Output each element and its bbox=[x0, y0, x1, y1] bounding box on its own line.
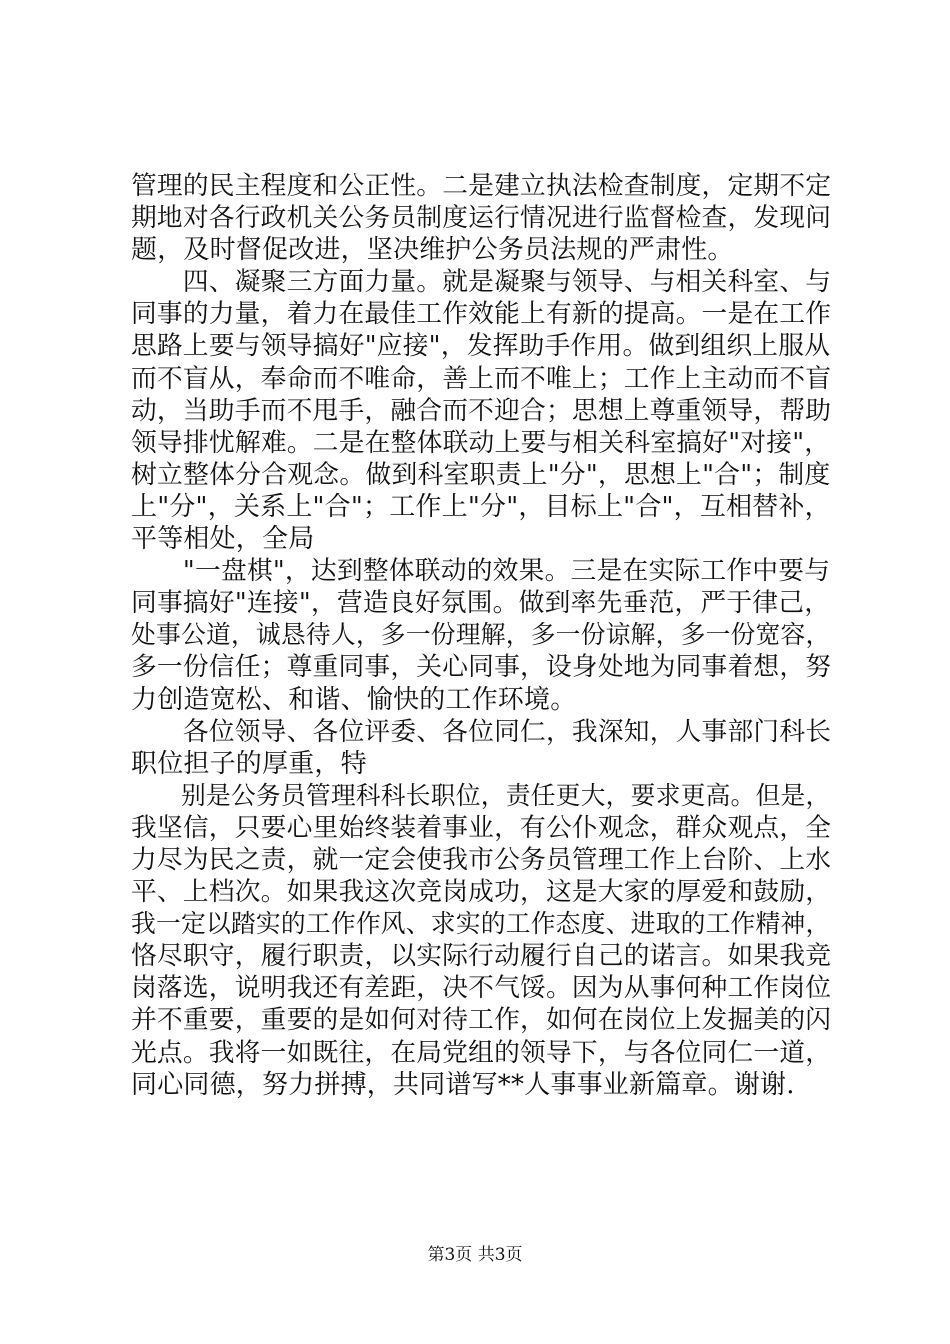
text-line: 多一份信任；尊重同事，关心同事，设身处地为同事着想，努 bbox=[131, 652, 832, 683]
page-footer: 第3页 共3页 bbox=[427, 1245, 523, 1265]
text-line: 各位领导、各位评委、各位同仁，我深知，人事部门科长 bbox=[131, 716, 832, 747]
text-line: 力尽为民之责，就一定会使我市公务员管理工作上台阶、上水 bbox=[131, 844, 832, 875]
text-line: 平等相处，全局 bbox=[131, 524, 315, 555]
body-text bbox=[131, 170, 831, 1101]
text-line: 力创造宽松、和谐、愉快的工作环境。 bbox=[131, 684, 577, 715]
text-line: 期地对各行政机关公务员制度运行情况进行监督检查，发现问 bbox=[131, 203, 832, 234]
text-line: 别是公务员管理科科长职位，责任更大，要求更高。但是， bbox=[131, 780, 831, 810]
text-line: 并不重要，重要的是如何对待工作，如何在岗位上发掘美的闪 bbox=[131, 1005, 832, 1036]
text-line: 动，当助手而不甩手，融合而不迎合；思想上尊重领导，帮助 bbox=[131, 395, 832, 426]
text-line: 同事搞好"连接"，营造良好氛围。做到率先垂范，严于律己， bbox=[131, 588, 831, 619]
text-line: 恪尽职守，履行职责，以实际行动履行自己的诺言。如果我竞 bbox=[131, 941, 832, 972]
text-line: 我一定以踏实的工作作风、求实的工作态度、进取的工作精神， bbox=[131, 909, 831, 939]
text-line: 管理的民主程度和公正性。二是建立执法检查制度，定期不定 bbox=[131, 171, 832, 201]
text-line: 岗落选，说明我还有差距，决不气馁。因为从事何种工作岗位 bbox=[131, 973, 832, 1004]
text-line: 平、上档次。如果我这次竞岗成功，这是大家的厚爱和鼓励， bbox=[131, 877, 832, 908]
text-line: 同心同德，努力拼搏，共同谱写**人事事业新篇章。谢谢. bbox=[131, 1069, 795, 1100]
text-line: 四、凝聚三方面力量。就是凝聚与领导、与相关科室、与 bbox=[131, 267, 832, 298]
text-line: 光点。我将一如既往，在局党组的领导下，与各位同仁一道， bbox=[131, 1037, 832, 1068]
text-line: "一盘棋"，达到整体联动的效果。三是在实际工作中要与 bbox=[131, 556, 831, 587]
text-line: 职位担子的厚重，特 bbox=[131, 748, 367, 779]
text-line: 题，及时督促改进，坚决维护公务员法规的严肃性。 bbox=[131, 235, 734, 266]
text-line: 处事公道，诚恳待人，多一份理解，多一份谅解，多一份宽容， bbox=[131, 620, 831, 650]
text-line: 思路上要与领导搞好"应接"，发挥助手作用。做到组织上服从 bbox=[131, 331, 831, 362]
text-line: 树立整体分合观念。做到科室职责上"分"，思想上"合"；制度 bbox=[131, 459, 831, 490]
text-line: 上"分"，关系上"合"；工作上"分"，目标上"合"，互相替补， bbox=[131, 491, 831, 522]
text-line: 我坚信，只要心里始终装着事业，有公仆观念，群众观点，全 bbox=[131, 812, 832, 843]
text-line: 领导排忧解难。二是在整体联动上要与相关科室搞好"对接"， bbox=[131, 427, 831, 458]
text-line: 同事的力量，着力在最佳工作效能上有新的提高。一是在工作 bbox=[131, 299, 832, 330]
text-line: 而不盲从，奉命而不唯命，善上而不唯上；工作上主动而不盲 bbox=[131, 363, 832, 394]
